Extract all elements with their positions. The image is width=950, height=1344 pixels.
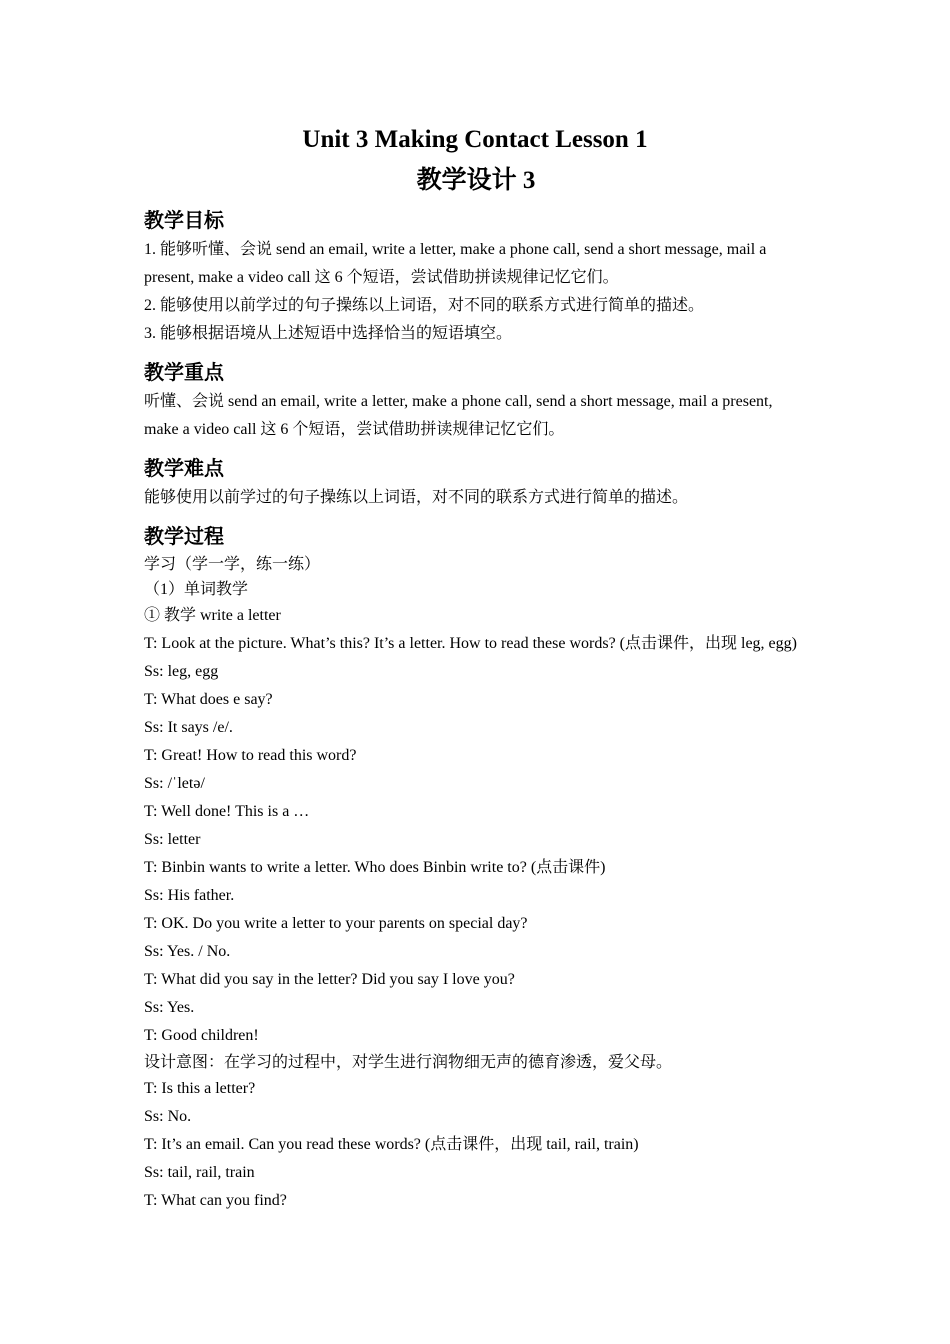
process-line: T: It’s an email. Can you read these words? (点击课件，出现 tail, rail, train) [144, 1136, 639, 1153]
process-line: Ss: No. [144, 1108, 192, 1125]
document-body [144, 122, 808, 1215]
process-line: 学习（学一学，练一练） [144, 556, 321, 573]
design-intent-note: 设计意图：在学习的过程中，对学生进行润物细无声的德育渗透，爱父母。 [144, 1054, 673, 1071]
process-line: Ss: It says /e/. [144, 719, 233, 736]
process-line: T: What did you say in the letter? Did you say I love you? [144, 971, 515, 988]
difficulties-text: 能够使用以前学过的句子操练以上词语，对不同的联系方式进行简单的描述。 [144, 489, 689, 506]
section-heading-goals: 教学目标 [144, 208, 224, 232]
document-title: Unit 3 Making Contact Lesson 1 [302, 126, 648, 153]
process-line: Ss: His father. [144, 887, 235, 904]
process-line: T: What can you find? [144, 1192, 287, 1209]
process-line: Ss: leg, egg [144, 663, 219, 680]
goal-item-3: 3. 能够根据语境从上述短语中选择恰当的短语填空。 [144, 325, 513, 342]
process-line: T: OK. Do you write a letter to your parents on special day? [144, 915, 528, 932]
process-line: Ss: Yes. [144, 999, 195, 1016]
process-line: T: What does e say? [144, 691, 273, 708]
process-line: Ss: /ˈletə/ [144, 775, 205, 792]
process-line: T: Look at the picture. What’s this? It’s a letter. How to read these words? (点击课件，出现 leg, egg) [144, 635, 797, 652]
process-line: T: Binbin wants to write a letter. Who does Binbin write to? (点击课件) [144, 859, 606, 876]
process-line: T: Is this a letter? [144, 1080, 256, 1097]
process-line: T: Good children! [144, 1027, 259, 1044]
section-heading-key-points: 教学重点 [144, 360, 224, 384]
process-line: Ss: letter [144, 831, 201, 848]
process-line: （1）单词教学 [144, 581, 249, 598]
process-line: T: Great! How to read this word? [144, 747, 357, 764]
section-heading-difficulties: 教学难点 [144, 456, 224, 480]
section-heading-process: 教学过程 [144, 524, 224, 548]
process-line: ① 教学 write a letter [144, 607, 281, 624]
process-line: T: Well done! This is a … [144, 803, 310, 820]
document-subtitle: 教学设计 3 [416, 167, 536, 194]
process-line: Ss: tail, rail, train [144, 1164, 255, 1181]
key-points-text: 听懂、会说 send an email, write a letter, make a phone call, send a short message, mail a present, make a video call 这 6 个短语，尝试借助拼读规律记忆它们。 [144, 393, 773, 438]
process-line: Ss: Yes. / No. [144, 943, 231, 960]
goal-item-2: 2. 能够使用以前学过的句子操练以上词语，对不同的联系方式进行简单的描述。 [144, 297, 705, 314]
goal-item-1: 1. 能够听懂、会说 send an email, write a letter, make a phone call, send a short message, mail a present, make a video call 这 6 个短语，尝试借助拼读规律记忆它们。 [144, 241, 767, 286]
